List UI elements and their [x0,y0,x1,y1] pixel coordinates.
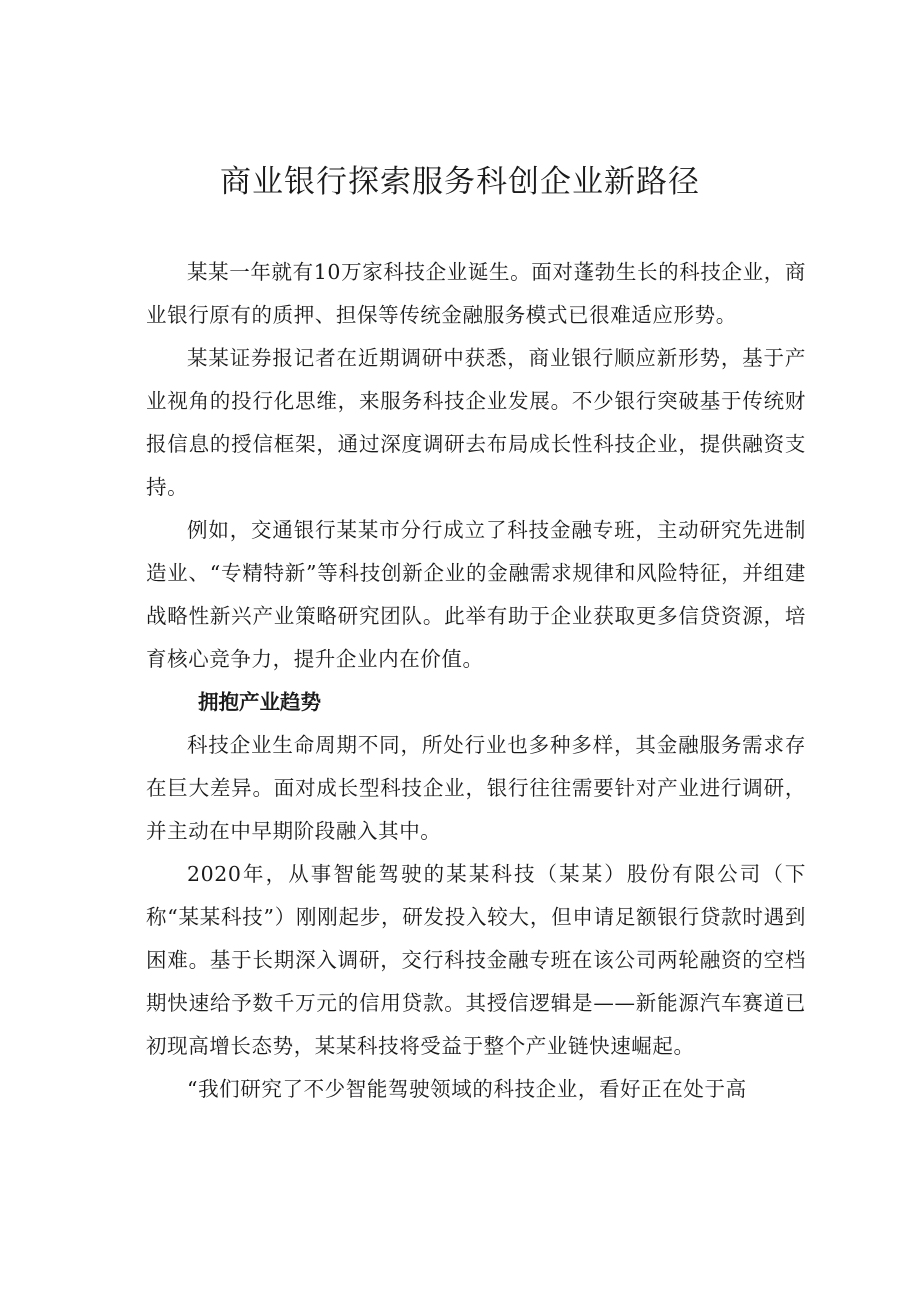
paragraph-2020-case: 2020年，从事智能驾驶的某某科技（某某）股份有限公司（下称“某某科技”）刚刚起步，研发投入较大，但申请足额银行贷款时遇到困难。基于长期深入调研，交行科技金融专班在该公司两轮融资的空档期快速给予数千万元的信用贷款。其授信逻辑是——新能源汽车赛道已初现高增长态势，某某科技将受益于整个产业链快速崛起。 [146,862,806,1058]
paragraph-lifecycle: 科技企业生命周期不同，所处行业也多种多样，其金融服务需求存在巨大差异。面对成长型科技企业，银行往往需要针对产业进行调研，并主动在中早期阶段融入其中。 [146,733,806,843]
paragraph-reporter-findings: 某某证券报记者在近期调研中获悉，商业银行顺应新形势，基于产业视角的投行化思维，来服务科技企业发展。不少银行突破基于传统财报信息的授信框架，通过深度调研去布局成长性科技企业，提供融资支持。 [146,346,806,499]
document-body [146,251,806,1111]
paragraph-quote: “我们研究了不少智能驾驶领域的科技企业，看好正在处于高 [187,1077,747,1101]
paragraph-intro: 某某一年就有10万家科技企业诞生。面对蓬勃生长的科技企业，商业银行原有的质押、担保等传统金融服务模式已很难适应形势。 [146,260,806,327]
document-title: 商业银行探索服务科创企业新路径 [220,164,700,200]
section-heading: 拥抱产业趋势 [198,690,321,714]
paragraph-bocom-example: 例如，交通银行某某市分行成立了科技金融专班，主动研究先进制造业、“专精特新”等科技创新企业的金融需求规律和风险特征，并组建战略性新兴产业策略研究团队。此举有助于企业获取更多信贷资源，培育核心竞争力，提升企业内在价值。 [146,518,806,671]
